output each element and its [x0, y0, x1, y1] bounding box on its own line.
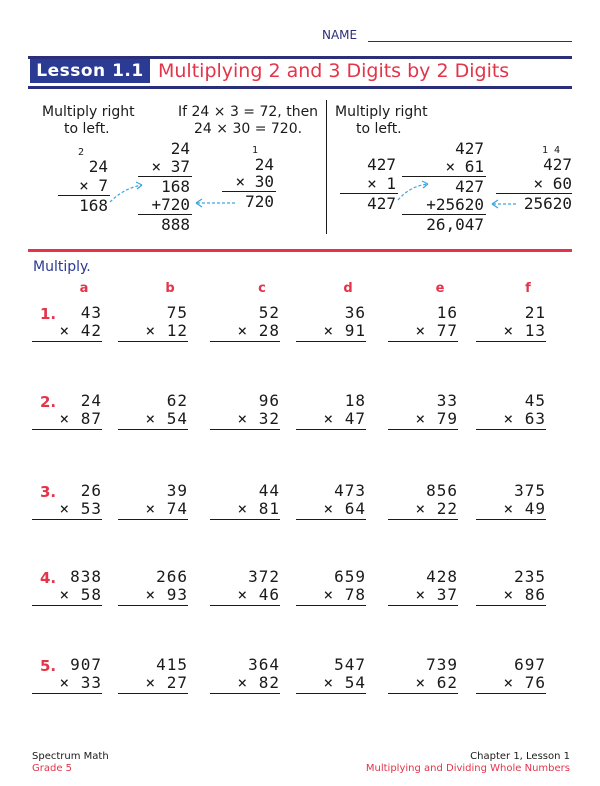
left-ex1-result: 168	[79, 196, 108, 215]
problem-top-number: 26	[80, 481, 102, 500]
problem-multiplier: × 47	[296, 410, 366, 430]
footer-topic: Multiplying and Dividing Whole Numbers	[365, 763, 570, 774]
left-ex2-result: 888	[161, 215, 190, 234]
problem-top-number: 907	[70, 655, 102, 674]
problem-top-number: 39	[166, 481, 188, 500]
problem-3f[interactable]	[476, 482, 546, 520]
problem-multiplier: × 42	[32, 322, 102, 342]
problem-multiplier: × 78	[296, 586, 366, 606]
problem-1e[interactable]	[388, 304, 458, 342]
problem-multiplier: × 46	[210, 586, 280, 606]
problem-top-number: 428	[426, 567, 458, 586]
problem-3d[interactable]	[296, 482, 366, 520]
problem-top-number: 235	[514, 567, 546, 586]
problem-2e[interactable]	[388, 392, 458, 430]
problem-4d[interactable]	[296, 568, 366, 606]
left-ex2-bottom: × 37	[151, 157, 190, 176]
footer-grade: Grade 5	[32, 763, 73, 774]
problem-multiplier: × 87	[32, 410, 102, 430]
problem-top-number: 266	[156, 567, 188, 586]
right-ex1-top: 427	[367, 155, 396, 174]
examples-divider	[326, 100, 327, 234]
left-note2-line1: If 24 × 3 = 72, then	[178, 104, 319, 120]
problem-1b[interactable]	[118, 304, 188, 342]
problem-top-number: 44	[258, 481, 280, 500]
problem-2b[interactable]	[118, 392, 188, 430]
footer-chapter: Chapter 1, Lesson 1	[470, 751, 570, 762]
row-number-5: 5.	[40, 657, 57, 675]
problem-1a[interactable]	[32, 304, 102, 342]
column-letter-c: c	[258, 281, 266, 296]
problem-multiplier: × 74	[118, 500, 188, 520]
problem-multiplier: × 49	[476, 500, 546, 520]
footer-series: Spectrum Math	[32, 751, 109, 762]
problem-1c[interactable]	[210, 304, 280, 342]
row-number-4: 4.	[40, 569, 57, 587]
problem-top-number: 415	[156, 655, 188, 674]
right-ex2-partial2: +25620	[426, 195, 484, 214]
lesson-label: Lesson 1.1	[30, 59, 150, 83]
problem-top-number: 43	[80, 303, 102, 322]
left-note2-line2: 24 × 30 = 720.	[194, 121, 303, 137]
problem-4a[interactable]	[32, 568, 102, 606]
arrow-ex1-to-ex2	[110, 185, 142, 202]
row-number-2: 2.	[40, 393, 57, 411]
problem-top-number: 52	[258, 303, 280, 322]
left-ex2-partial2: +720	[151, 195, 190, 214]
left-ex3-top: 24	[254, 155, 274, 174]
left-note-line1: Multiply right	[42, 104, 135, 120]
problem-multiplier: × 63	[476, 410, 546, 430]
problem-top-number: 21	[524, 303, 546, 322]
problem-5f[interactable]	[476, 656, 546, 694]
problem-multiplier: × 64	[296, 500, 366, 520]
banner-rule-bottom	[28, 86, 572, 89]
problem-5c[interactable]	[210, 656, 280, 694]
problem-2a[interactable]	[32, 392, 102, 430]
right-ex2-result: 26,047	[426, 215, 484, 234]
problem-multiplier: × 82	[210, 674, 280, 694]
problem-top-number: 364	[248, 655, 280, 674]
problem-2c[interactable]	[210, 392, 280, 430]
problem-4c[interactable]	[210, 568, 280, 606]
lesson-title: Multiplying 2 and 3 Digits by 2 Digits	[158, 60, 510, 82]
problem-top-number: 16	[436, 303, 458, 322]
problem-3b[interactable]	[118, 482, 188, 520]
problem-multiplier: × 77	[388, 322, 458, 342]
right-note-line1: Multiply right	[335, 104, 428, 120]
problem-multiplier: × 27	[118, 674, 188, 694]
problem-multiplier: × 32	[210, 410, 280, 430]
column-letter-b: b	[165, 281, 175, 296]
right-ex2-bottom: × 61	[445, 157, 484, 176]
problem-multiplier: × 81	[210, 500, 280, 520]
problem-2f[interactable]	[476, 392, 546, 430]
left-ex2-partial1: 168	[161, 177, 190, 196]
right-note-line2: to left.	[356, 121, 402, 137]
problem-top-number: 36	[344, 303, 366, 322]
section-rule	[28, 249, 572, 252]
problem-top-number: 33	[436, 391, 458, 410]
problem-4b[interactable]	[118, 568, 188, 606]
right-ex3-result: 25620	[523, 194, 572, 213]
problem-multiplier: × 91	[296, 322, 366, 342]
problem-top-number: 375	[514, 481, 546, 500]
problem-top-number: 739	[426, 655, 458, 674]
problem-top-number: 62	[166, 391, 188, 410]
problem-multiplier: × 79	[388, 410, 458, 430]
column-letter-e: e	[435, 281, 445, 296]
arrow-rex1-to-rex2	[398, 184, 428, 200]
problem-1d[interactable]	[296, 304, 366, 342]
problem-multiplier: × 93	[118, 586, 188, 606]
problem-multiplier: × 54	[118, 410, 188, 430]
right-ex3-carry: 1 4	[541, 145, 560, 156]
row-number-3: 3.	[40, 483, 57, 501]
left-ex1-carry: 2	[77, 147, 84, 158]
instruction-text: Multiply.	[33, 259, 91, 275]
right-ex2-top: 427	[455, 139, 484, 158]
problem-top-number: 838	[70, 567, 102, 586]
column-letter-a: a	[79, 281, 89, 296]
left-ex1-top: 24	[88, 157, 108, 176]
problem-top-number: 75	[166, 303, 188, 322]
problem-top-number: 473	[334, 481, 366, 500]
problem-multiplier: × 62	[388, 674, 458, 694]
problem-multiplier: × 12	[118, 322, 188, 342]
problem-4f[interactable]	[476, 568, 546, 606]
problem-multiplier: × 22	[388, 500, 458, 520]
right-ex1-bottom: × 1	[367, 174, 396, 193]
right-ex2-partial1: 427	[455, 177, 484, 196]
problem-top-number: 18	[344, 391, 366, 410]
left-note-line2: to left.	[64, 121, 110, 137]
problem-5d[interactable]	[296, 656, 366, 694]
left-ex3-carry: 1	[251, 145, 258, 156]
left-ex1-bottom: × 7	[79, 176, 108, 195]
problem-multiplier: × 58	[32, 586, 102, 606]
problem-top-number: 96	[258, 391, 280, 410]
right-ex3-bottom: × 60	[533, 174, 572, 193]
problem-3e[interactable]	[388, 482, 458, 520]
left-ex3-bottom: × 30	[235, 172, 274, 191]
problem-3a[interactable]	[32, 482, 102, 520]
problem-multiplier: × 28	[210, 322, 280, 342]
name-line[interactable]	[368, 41, 572, 42]
problem-top-number: 547	[334, 655, 366, 674]
problem-5a[interactable]	[32, 656, 102, 694]
left-ex3-result: 720	[245, 192, 274, 211]
problem-3c[interactable]	[210, 482, 280, 520]
right-ex1-result: 427	[367, 194, 396, 213]
problem-top-number: 24	[80, 391, 102, 410]
name-label: NAME	[322, 28, 358, 42]
problem-5b[interactable]	[118, 656, 188, 694]
problem-top-number: 45	[524, 391, 546, 410]
column-letter-d: d	[343, 281, 353, 296]
column-letter-f: f	[525, 281, 531, 296]
problem-2d[interactable]	[296, 392, 366, 430]
problem-multiplier: × 53	[32, 500, 102, 520]
problem-top-number: 659	[334, 567, 366, 586]
problem-top-number: 372	[248, 567, 280, 586]
problem-multiplier: × 37	[388, 586, 458, 606]
problem-1f[interactable]	[476, 304, 546, 342]
problem-multiplier: × 33	[32, 674, 102, 694]
problem-top-number: 856	[426, 481, 458, 500]
problem-multiplier: × 76	[476, 674, 546, 694]
problem-multiplier: × 86	[476, 586, 546, 606]
right-example-arrows	[388, 170, 528, 218]
problem-4e[interactable]	[388, 568, 458, 606]
left-example-arrows	[100, 176, 260, 216]
problem-top-number: 697	[514, 655, 546, 674]
problem-5e[interactable]	[388, 656, 458, 694]
problem-multiplier: × 13	[476, 322, 546, 342]
right-ex3-top: 427	[543, 155, 572, 174]
row-number-1: 1.	[40, 305, 57, 323]
problem-multiplier: × 54	[296, 674, 366, 694]
left-ex2-top: 24	[170, 139, 190, 158]
